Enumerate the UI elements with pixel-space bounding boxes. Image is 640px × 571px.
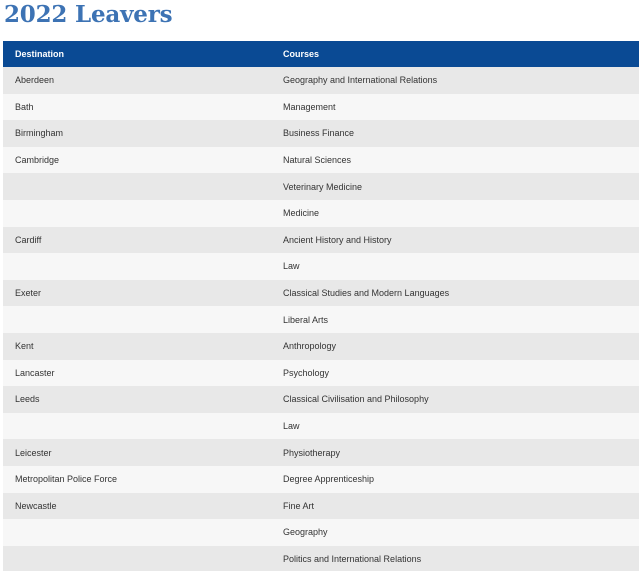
destination-cell: Newcastle	[3, 493, 271, 520]
destination-cell: Bath	[3, 94, 271, 121]
table-row	[3, 413, 639, 440]
table-row	[3, 386, 639, 413]
table-row	[3, 280, 639, 307]
course-cell: Liberal Arts	[271, 306, 639, 333]
course-cell: Geography	[271, 519, 639, 546]
table-row	[3, 333, 639, 360]
course-cell: Classical Civilisation and Philosophy	[271, 386, 639, 413]
destination-cell: Kent	[3, 333, 271, 360]
table-header	[3, 41, 639, 67]
course-cell: Ancient History and History	[271, 227, 639, 254]
destination-cell: Leicester	[3, 439, 271, 466]
course-cell: Physiotherapy	[271, 439, 639, 466]
column-header-destination: Destination	[3, 41, 271, 67]
table-row	[3, 94, 639, 121]
table-row	[3, 306, 639, 333]
course-cell: Geography and International Relations	[271, 67, 639, 94]
course-cell: Management	[271, 94, 639, 121]
table-row	[3, 253, 639, 280]
table-row	[3, 466, 639, 493]
table-row	[3, 546, 639, 571]
destination-cell: Cardiff	[3, 227, 271, 254]
column-header-courses: Courses	[271, 41, 639, 67]
course-cell: Anthropology	[271, 333, 639, 360]
destination-cell	[3, 253, 271, 280]
destination-cell: Lancaster	[3, 360, 271, 387]
table-row	[3, 519, 639, 546]
destination-cell	[3, 306, 271, 333]
course-cell: Fine Art	[271, 493, 639, 520]
leavers-table	[3, 41, 639, 571]
table-row	[3, 173, 639, 200]
destination-cell	[3, 200, 271, 227]
table-row	[3, 147, 639, 174]
course-cell: Medicine	[271, 200, 639, 227]
table-body	[3, 67, 639, 571]
course-cell: Business Finance	[271, 120, 639, 147]
course-cell: Natural Sciences	[271, 147, 639, 174]
course-cell: Law	[271, 413, 639, 440]
destination-cell: Birmingham	[3, 120, 271, 147]
table-row	[3, 439, 639, 466]
destination-cell: Leeds	[3, 386, 271, 413]
destination-cell	[3, 413, 271, 440]
destination-cell	[3, 173, 271, 200]
course-cell: Psychology	[271, 360, 639, 387]
table-row	[3, 493, 639, 520]
destination-cell: Cambridge	[3, 147, 271, 174]
page-title: 2022 Leavers	[4, 1, 173, 28]
destination-cell: Exeter	[3, 280, 271, 307]
table-row	[3, 200, 639, 227]
course-cell: Politics and International Relations	[271, 546, 639, 571]
destination-cell: Aberdeen	[3, 67, 271, 94]
course-cell: Law	[271, 253, 639, 280]
table-header-row	[3, 41, 639, 67]
table-row	[3, 120, 639, 147]
destination-cell	[3, 519, 271, 546]
table-row	[3, 67, 639, 94]
destination-cell: Metropolitan Police Force	[3, 466, 271, 493]
course-cell: Classical Studies and Modern Languages	[271, 280, 639, 307]
destination-cell	[3, 546, 271, 571]
course-cell: Veterinary Medicine	[271, 173, 639, 200]
table-row	[3, 360, 639, 387]
course-cell: Degree Apprenticeship	[271, 466, 639, 493]
table-row	[3, 227, 639, 254]
